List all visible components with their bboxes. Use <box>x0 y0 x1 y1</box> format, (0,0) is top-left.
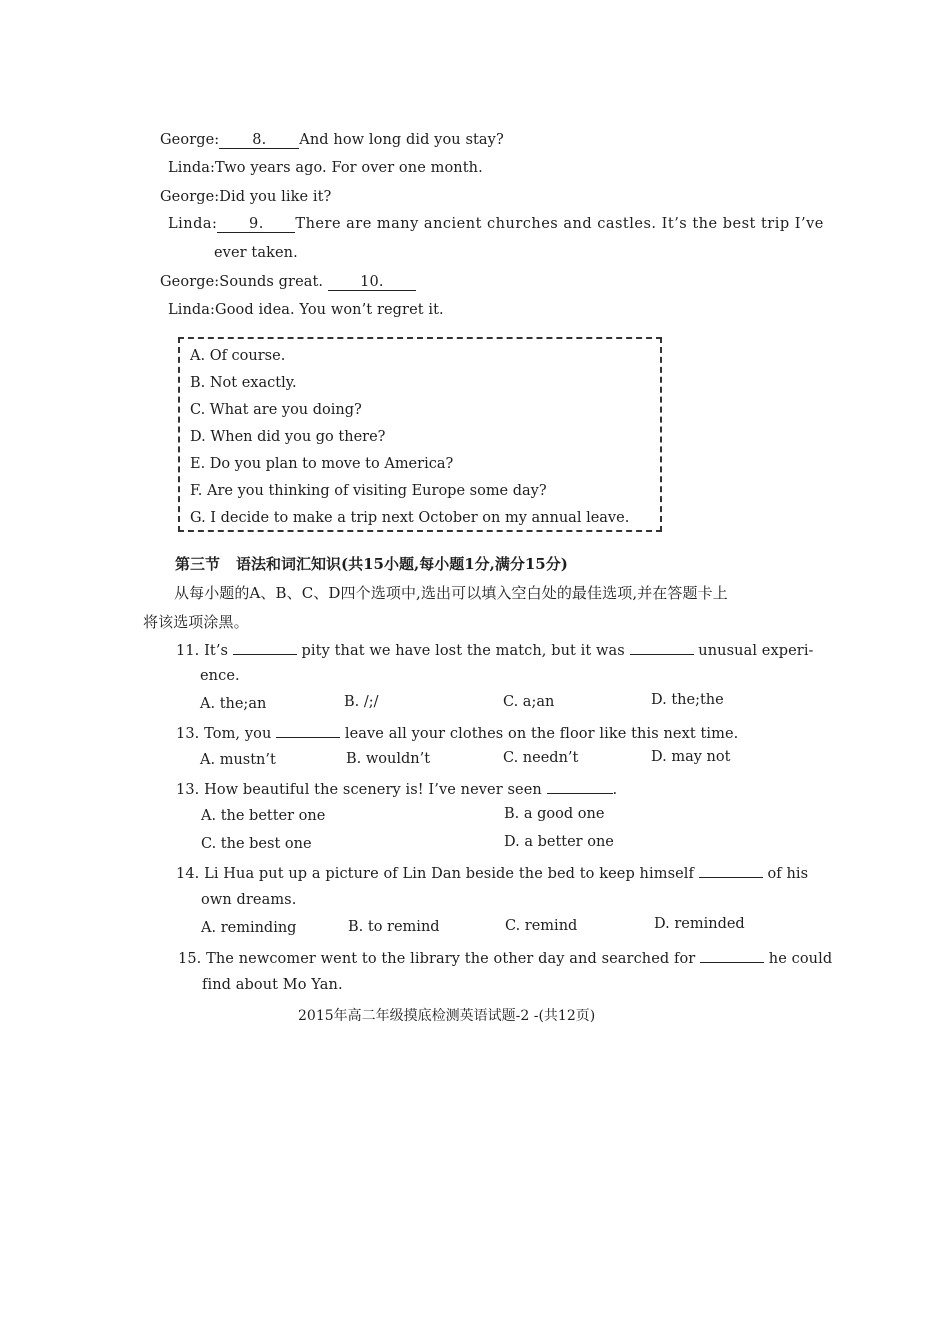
question-number: 15. <box>178 951 202 967</box>
question-number: 13. <box>176 782 200 798</box>
page-footer: 2015年高二年级摸底检测英语试题-2 -(共12页) <box>298 1008 596 1024</box>
question-text: How beautiful the scenery is! I’ve never seen <box>204 782 542 798</box>
q11-choice-b: B. /;/ <box>344 694 379 710</box>
section-label: 第三节 <box>175 555 221 573</box>
line-text: There are many ancient churches and castles. It’s the best trip I’ve <box>295 216 824 232</box>
speaker: George: <box>160 132 220 148</box>
option-c: C. What are you doing? <box>190 402 362 418</box>
q11-choice-a: A. the;an <box>200 696 267 712</box>
question-14 <box>176 863 808 882</box>
answer-blank <box>233 640 297 655</box>
question-13 <box>176 779 617 798</box>
question-text: he could <box>768 951 833 967</box>
q12-choice-a: A. mustn’t <box>200 752 276 768</box>
answer-blank <box>699 863 763 878</box>
option-b: B. Not exactly. <box>190 375 297 391</box>
dialogue-line <box>168 160 483 176</box>
dialogue-line-cont: ever taken. <box>214 245 298 261</box>
line-text: Two years ago. For over one month. <box>215 160 483 176</box>
option-d: D. When did you go there? <box>190 429 386 445</box>
section-heading <box>175 553 568 574</box>
question-number: 13. <box>176 726 200 742</box>
answer-blank <box>547 779 613 794</box>
q13-choice-a: A. the better one <box>201 808 326 824</box>
q12-choice-b: B. wouldn’t <box>346 751 431 767</box>
q14-choice-b: B. to remind <box>348 919 440 935</box>
line-text: Good idea. You won’t regret it. <box>215 302 444 318</box>
answer-blank <box>630 640 694 655</box>
speaker: Linda: <box>168 160 216 176</box>
q13-choice-c: C. the best one <box>201 836 312 852</box>
section-instruction-cont: 将该选项涂黑。 <box>143 613 249 631</box>
dialogue-line <box>168 302 444 318</box>
q14-choice-a: A. reminding <box>201 920 297 936</box>
question-text: leave all your clothes on the floor like this next time. <box>344 726 739 742</box>
q11-choice-d: D. the;the <box>651 692 724 708</box>
option-g: G. I decide to make a trip next October on my annual leave. <box>190 510 630 526</box>
question-text: . <box>612 782 618 798</box>
q13-choice-b: B. a good one <box>504 806 605 822</box>
question-11-cont: ence. <box>200 668 240 684</box>
line-text: Did you like it? <box>219 189 332 205</box>
question-12 <box>176 723 738 742</box>
section-title: 语法和词汇知识(共15小题,每小题1分,满分15分) <box>236 555 568 573</box>
question-14-cont: own dreams. <box>201 892 297 908</box>
q11-choice-c: C. a;an <box>503 694 555 710</box>
question-15-cont: find about Mo Yan. <box>202 977 343 993</box>
question-text: Li Hua put up a picture of Lin Dan beside the bed to keep himself <box>204 866 694 882</box>
speaker: George: <box>160 189 220 205</box>
option-a: A. Of course. <box>190 348 286 364</box>
line-text: Sounds great. <box>219 274 324 290</box>
line-text: And how long did you stay? <box>299 132 504 148</box>
question-text: pity that we have lost the match, but it was <box>301 643 625 659</box>
question-number: 11. <box>176 643 200 659</box>
q12-choice-c: C. needn’t <box>503 750 579 766</box>
dialogue-line-9 <box>168 216 824 233</box>
speaker: George: <box>160 274 220 290</box>
q14-choice-d: D. reminded <box>654 916 745 932</box>
answer-blank: 9. <box>217 217 295 233</box>
question-text: The newcomer went to the library the other day and searched for <box>206 951 696 967</box>
dialogue-line-8 <box>160 132 504 149</box>
question-text: It’s <box>204 643 229 659</box>
question-text: of his <box>767 866 809 882</box>
answer-blank: 10. <box>328 275 416 291</box>
answer-blank <box>276 723 340 738</box>
q14-choice-c: C. remind <box>505 918 578 934</box>
dialogue-line-10 <box>160 274 416 291</box>
speaker: Linda: <box>168 302 216 318</box>
q12-choice-d: D. may not <box>651 749 731 765</box>
dialogue-line <box>160 189 331 205</box>
section-instruction: 从每小题的A、B、C、D四个选项中,选出可以填入空白处的最佳选项,并在答题卡上 <box>174 584 728 602</box>
answer-blank: 8. <box>219 133 299 149</box>
q13-choice-d: D. a better one <box>504 834 614 850</box>
question-15 <box>178 948 832 967</box>
option-f: F. Are you thinking of visiting Europe some day? <box>190 483 547 499</box>
speaker: Linda: <box>168 216 218 232</box>
options-box <box>178 337 662 532</box>
option-e: E. Do you plan to move to America? <box>190 456 454 472</box>
answer-blank <box>700 948 764 963</box>
question-text: Tom, you <box>204 726 272 742</box>
question-text: unusual experi- <box>698 643 814 659</box>
question-11 <box>176 640 814 659</box>
question-number: 14. <box>176 866 200 882</box>
